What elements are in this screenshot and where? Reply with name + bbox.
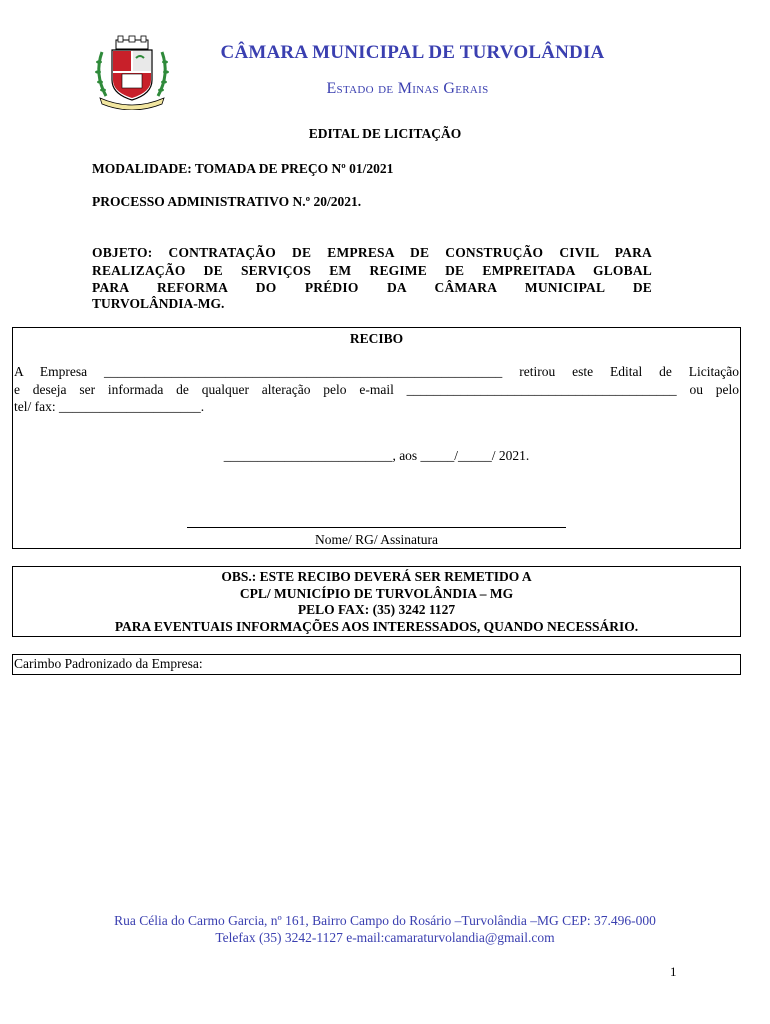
objeto-line-2: REALIZAÇÃO DE SERVIÇOS EM REGIME DE EMPREITADA GLOBAL	[92, 262, 652, 278]
page-title: CÂMARA MUNICIPAL DE TURVOLÂNDIA	[220, 42, 605, 63]
page-subtitle: Estado de Minas Gerais	[326, 80, 489, 97]
recibo-fax-line: tel/ fax: _____________________.	[14, 399, 205, 414]
signature-label: Nome/ RG/ Assinatura	[315, 532, 438, 547]
processo-line: PROCESSO ADMINISTRATIVO N.º 20/2021.	[92, 194, 362, 209]
footer-contact: Telefax (35) 3242-1127 e-mail:camaraturvolandia@gmail.com	[215, 930, 555, 945]
objeto-block	[92, 244, 652, 297]
objeto-line-1: OBJETO: CONTRATAÇÃO DE EMPRESA DE CONSTRUÇÃO CIVIL PARA	[92, 245, 652, 260]
page-number: 1	[670, 964, 677, 979]
carimbo-label: Carimbo Padronizado da Empresa:	[14, 656, 203, 671]
obs-line-2: CPL/ MUNICÍPIO DE TURVOLÂNDIA – MG	[239, 586, 514, 601]
recibo-box	[12, 327, 741, 549]
recibo-date-line: _________________________, aos _____/_____/ 2021.	[223, 448, 530, 463]
objeto-line-3: PARA REFORMA DO PRÉDIO DA CÂMARA MUNICIPAL DE	[92, 280, 652, 295]
modalidade-line: MODALIDADE: TOMADA DE PREÇO Nº 01/2021	[92, 161, 394, 176]
obs-line-4: PARA EVENTUAIS INFORMAÇÕES AOS INTERESSADOS, QUANDO NECESSÁRIO.	[114, 619, 639, 634]
obs-line-1: OBS.: ESTE RECIBO DEVERÁ SER REMETIDO A	[221, 569, 532, 584]
footer-address: Rua Célia do Carmo Garcia, nº 161, Bairro Campo do Rosário –Turvolândia –MG CEP: 37.496-000	[114, 913, 656, 928]
recibo-email-line: e deseja ser informada de qualquer alteração pelo e-mail ________________________________________ ou pelo	[14, 382, 739, 397]
document-heading: EDITAL DE LICITAÇÃO	[308, 126, 462, 141]
obs-line-3: PELO FAX: (35) 3242 1127	[297, 602, 456, 617]
recibo-company-line: A Empresa ___________________________________________________________ retirou este Edital de Licitação	[14, 364, 739, 379]
objeto-line-4: TURVOLÂNDIA-MG.	[92, 296, 225, 311]
recibo-title: RECIBO	[349, 331, 404, 346]
signature-line	[187, 527, 566, 528]
coat-of-arms-icon	[92, 34, 172, 110]
